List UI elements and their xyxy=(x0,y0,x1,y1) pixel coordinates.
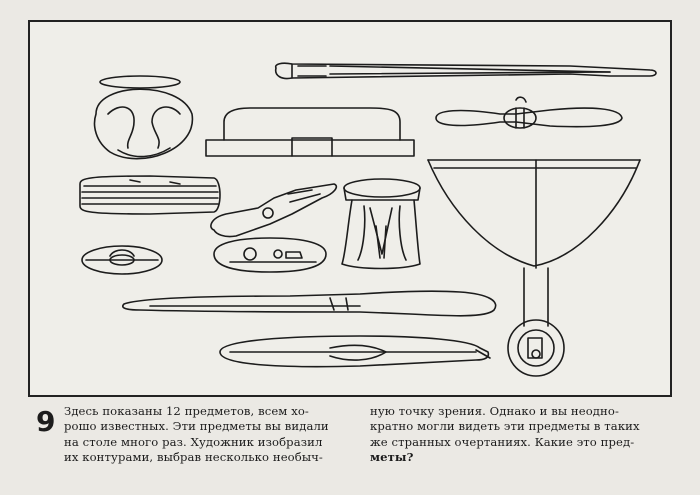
object-long-rod-top xyxy=(276,63,656,78)
object-bowl-stand xyxy=(428,160,640,376)
text-line: ную точку зрения. Однако и вы неодно- xyxy=(370,404,619,418)
text-line: кратно могли видеть эти предметы в таких xyxy=(370,419,640,434)
object-ring-clip xyxy=(95,76,193,159)
object-oval-button xyxy=(82,246,162,274)
object-long-flat-handle xyxy=(220,336,490,367)
puzzle-text-column-2 xyxy=(370,404,675,465)
object-propeller-shape xyxy=(436,97,622,128)
objects-illustration xyxy=(30,22,670,395)
object-bar-clamp xyxy=(206,108,414,156)
object-oval-with-dots xyxy=(214,238,326,272)
text-line: меты? xyxy=(370,449,414,464)
text-line: их контурами, выбрав несколько необыч- xyxy=(64,449,323,464)
object-pen-nib xyxy=(211,184,336,237)
object-stool xyxy=(342,179,420,269)
text-line: рошо известных. Эти предметы вы видали xyxy=(64,419,329,434)
text-line: на столе много раз. Художник изобразил xyxy=(64,434,323,449)
illustration-frame xyxy=(28,20,672,397)
puzzle-number: 9 xyxy=(36,405,56,438)
object-stacked-plates xyxy=(80,176,220,214)
text-line: Здесь показаны 12 предметов, всем хо- xyxy=(64,404,309,418)
text-line: же странных очертаниях. Какие это пред- xyxy=(370,434,635,449)
puzzle-text-column-1 xyxy=(64,404,364,465)
object-paper-knife xyxy=(123,291,496,316)
